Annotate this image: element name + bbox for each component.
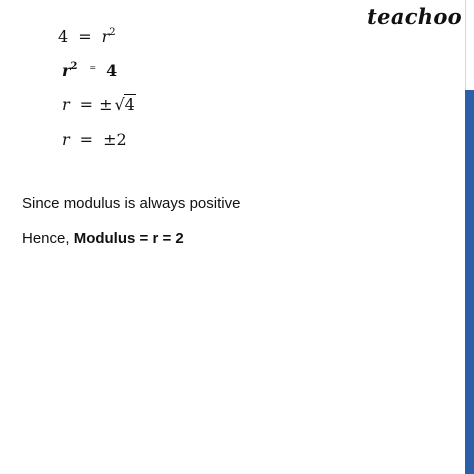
sqrt-symbol	[114, 95, 135, 114]
eq3-pm: ±	[99, 95, 113, 114]
eq3-op: =	[79, 95, 94, 114]
equation-r-equals-pm-two	[62, 130, 127, 149]
since-statement: Since modulus is always positive	[22, 195, 241, 212]
eq4-rhs: ±2	[103, 130, 127, 149]
conclusion-prefix: Hence,	[22, 230, 70, 247]
eq4-var: r	[62, 130, 70, 149]
eq3-var: r	[62, 95, 70, 114]
eq1-op: =	[78, 27, 92, 46]
eq4-op: =	[79, 130, 94, 149]
eq3-radicand: 4	[124, 95, 135, 114]
teachoo-logo: teachoo	[367, 4, 462, 29]
eq1-exp: 2	[109, 27, 116, 38]
eq2-var: r	[62, 61, 71, 80]
side-bar-top	[465, 0, 474, 90]
equation-four-equals-r-squared	[58, 27, 116, 46]
eq1-lhs: 4	[58, 27, 69, 46]
side-accent-bar	[465, 90, 474, 474]
equation-r-equals-pm-sqrt-four	[62, 95, 136, 114]
equation-r-squared-equals-four	[62, 61, 117, 80]
eq1-var: r	[101, 27, 110, 46]
conclusion-result: Modulus = r = 2	[73, 230, 184, 247]
conclusion-statement	[22, 230, 184, 247]
eq2-exp: 2	[70, 61, 78, 72]
eq2-rhs: 4	[106, 61, 118, 80]
radical-sign: √	[114, 95, 125, 114]
eq2-op: =	[89, 63, 97, 72]
